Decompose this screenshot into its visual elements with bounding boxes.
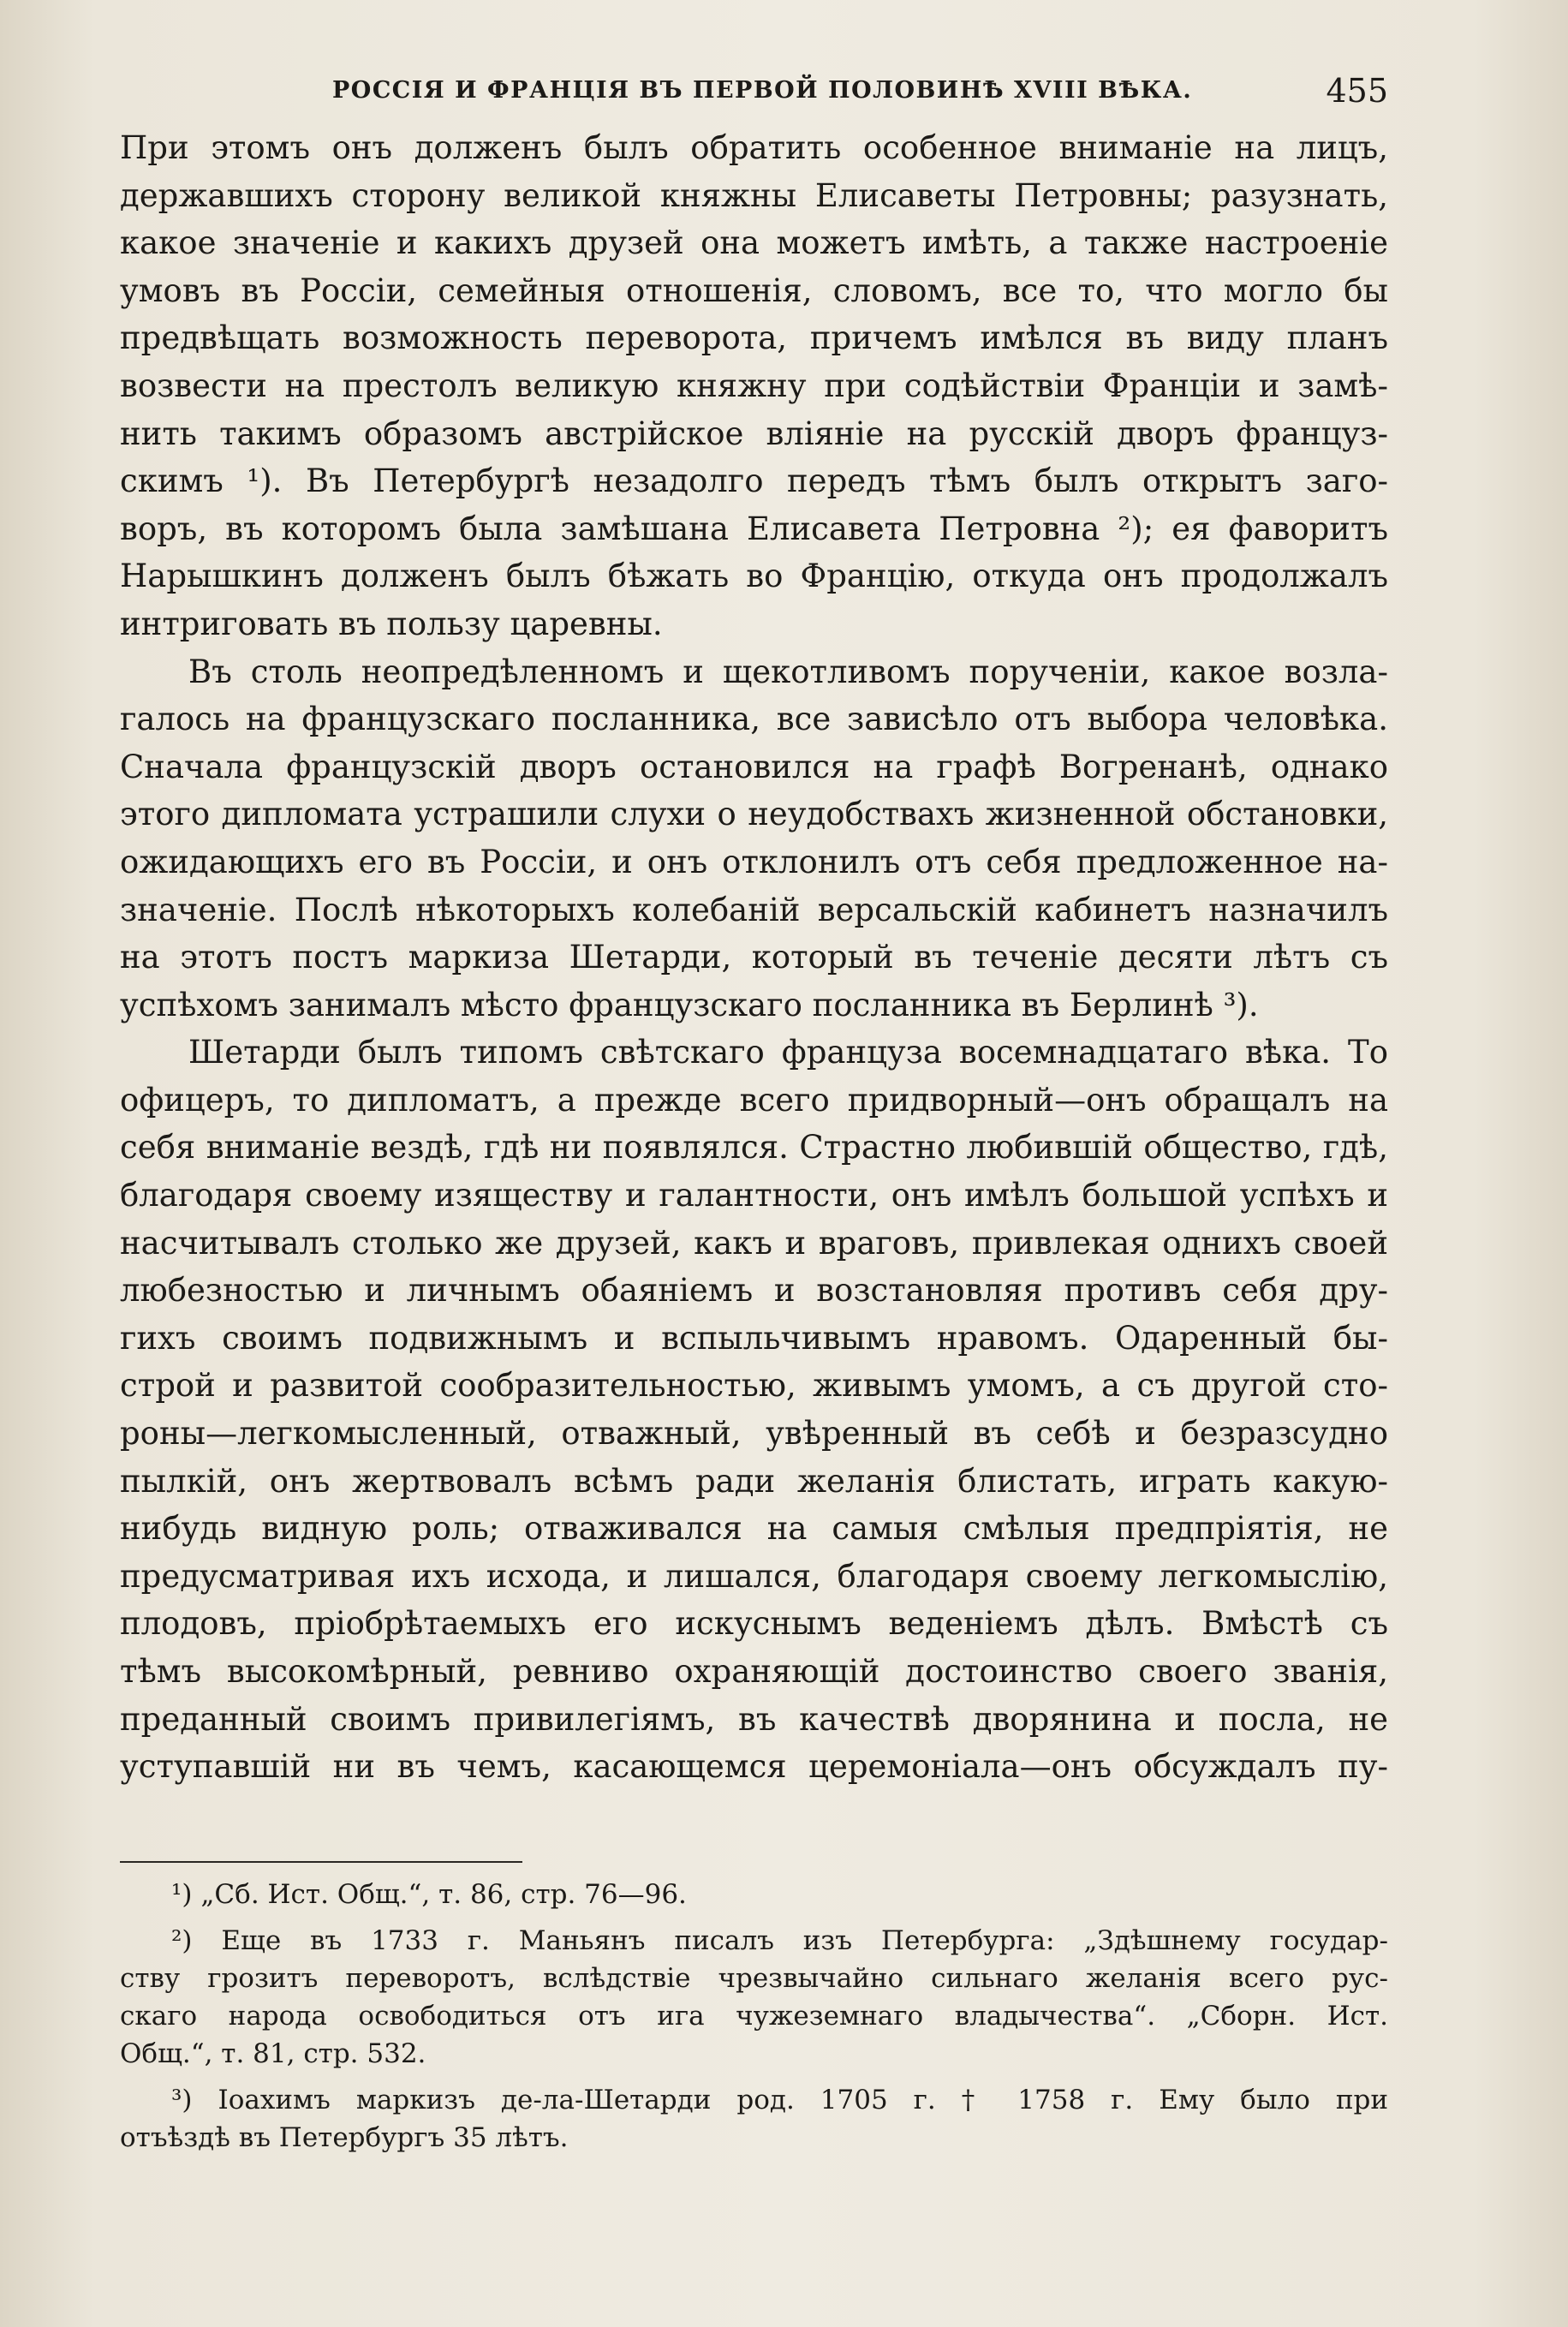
- text-line: умовъ въ Россіи, семейныя отношенія, словомъ, все то, что могло бы: [120, 271, 1388, 309]
- footnote-line: ²) Еще въ 1733 г. Маньянъ писалъ изъ Петербурга: „Здѣшнему государ-: [171, 1925, 1388, 1956]
- text-line: благодаря своему изяществу и галантности, онъ имѣлъ большой успѣхъ и: [120, 1177, 1388, 1214]
- page-number: 455: [1326, 72, 1388, 110]
- text-line: пылкій, онъ жертвовалъ всѣмъ ради желанія блистать, играть какую-: [120, 1462, 1388, 1500]
- text-line: Сначала французскій дворъ остановился на графѣ Вогренанѣ, однако: [120, 748, 1388, 785]
- text-line: интриговать въ пользу царевны.: [120, 605, 663, 642]
- text-line: плодовъ, пріобрѣтаемыхъ его искуснымъ веденіемъ дѣлъ. Вмѣстѣ съ: [120, 1605, 1388, 1643]
- footnote-line: ³) Іоахимъ маркизъ де-ла-Шетарди род. 1705 г. † 1758 г. Ему было при: [171, 2085, 1388, 2115]
- text-line: нить такимъ образомъ австрійское вліяніе на русскій дворъ француз-: [120, 415, 1388, 452]
- text-line: Нарышкинъ долженъ былъ бѣжать во Францію, откуда онъ продолжалъ: [120, 558, 1388, 595]
- text-line: насчитывалъ столько же друзей, какъ и враговъ, привлекая однихъ своей: [120, 1224, 1388, 1262]
- text-line: уступавшій ни въ чемъ, касающемся церемоніала—онъ обсуждалъ пу-: [120, 1748, 1388, 1786]
- page-header: [120, 72, 1388, 123]
- footnote-line: Общ.“, т. 81, стр. 532.: [120, 2038, 426, 2069]
- text-line: офицеръ, то дипломатъ, а прежде всего придворный—онъ обращалъ на: [120, 1081, 1388, 1119]
- text-line: тѣмъ высокомѣрный, ревниво охраняющій достоинство своего званія,: [120, 1653, 1388, 1690]
- footnote-line: ству грозитъ переворотъ, вслѣдствіе чрезвычайно сильнаго желанія всего рус-: [120, 1963, 1388, 1994]
- text-line: предусматривая ихъ исхода, и лишался, благодаря своему легкомыслію,: [120, 1557, 1388, 1595]
- text-line: этого дипломата устрашили слухи о неудобствахъ жизненной обстановки,: [120, 796, 1388, 833]
- text-line: гихъ своимъ подвижнымъ и вспыльчивымъ нравомъ. Одаренный бы-: [120, 1319, 1388, 1357]
- text-line: возвести на престолъ великую княжну при содѣйствіи Франціи и замѣ-: [120, 367, 1388, 404]
- footnote-line: ¹) „Сб. Ист. Общ.“, т. 86, стр. 76—96.: [171, 1879, 687, 1910]
- footnotes: [120, 1876, 1388, 2157]
- text-line: себя вниманіе вездѣ, гдѣ ни появлялся. Страстно любившій общество, гдѣ,: [120, 1129, 1388, 1166]
- text-line: державшихъ сторону великой княжны Елисаветы Петровны; разузнать,: [120, 176, 1388, 214]
- text-line: Въ столь неопредѣленномъ и щекотливомъ порученіи, какое возла-: [188, 653, 1388, 690]
- footnote-line: скаго народа освободиться отъ ига чужеземнаго владычества“. „Сборн. Ист.: [120, 2001, 1388, 2032]
- running-title: РОССІЯ И ФРАНЦІЯ ВЪ ПЕРВОЙ ПОЛОВИНѢ XVIII ВѢКА.: [332, 77, 1193, 104]
- footnote-divider: [120, 1861, 522, 1863]
- text-line: значеніе. Послѣ нѣкоторыхъ колебаній версальскій кабинетъ назначилъ: [120, 891, 1388, 928]
- main-text: [120, 124, 1388, 1791]
- text-line: воръ, въ которомъ была замѣшана Елисавета Петровна ²); ея фаворитъ: [120, 510, 1388, 547]
- text-line: ожидающихъ его въ Россіи, и онъ отклонилъ отъ себя предложенное на-: [120, 843, 1388, 880]
- text-line: преданный своимъ привилегіямъ, въ качествѣ дворянина и посла, не: [120, 1700, 1388, 1738]
- text-line: Шетарди былъ типомъ свѣтскаго француза восемнадцатаго вѣка. То: [188, 1034, 1388, 1071]
- text-line: роны—легкомысленный, отважный, увѣренный въ себѣ и безразсудно: [120, 1415, 1388, 1453]
- text-line: любезностью и личнымъ обаяніемъ и возстановляя противъ себя дру-: [120, 1272, 1388, 1310]
- text-line: При этомъ онъ долженъ былъ обратить особенное вниманіе на лицъ,: [120, 129, 1388, 166]
- text-line: строй и развитой сообразительностью, живымъ умомъ, а съ другой сто-: [120, 1367, 1388, 1405]
- text-line: галось на французскаго посланника, все зависѣло отъ выбора человѣка.: [120, 701, 1388, 738]
- text-line: нибудь видную роль; отваживался на самыя смѣлыя предпріятія, не: [120, 1510, 1388, 1548]
- footnote-line: отъѣздѣ въ Петербургъ 35 лѣтъ.: [120, 2122, 569, 2153]
- text-line: какое значеніе и какихъ друзей она можетъ имѣть, а также настроеніе: [120, 224, 1388, 262]
- text-line: предвѣщать возможность переворота, причемъ имѣлся въ виду планъ: [120, 319, 1388, 357]
- text-line: успѣхомъ занималъ мѣсто французскаго посланника въ Берлинѣ ³).: [120, 986, 1259, 1023]
- text-line: на этотъ постъ маркиза Шетарди, который въ теченіе десяти лѣтъ съ: [120, 939, 1388, 976]
- text-line: скимъ ¹). Въ Петербургѣ незадолго передъ тѣмъ былъ открытъ заго-: [120, 462, 1388, 500]
